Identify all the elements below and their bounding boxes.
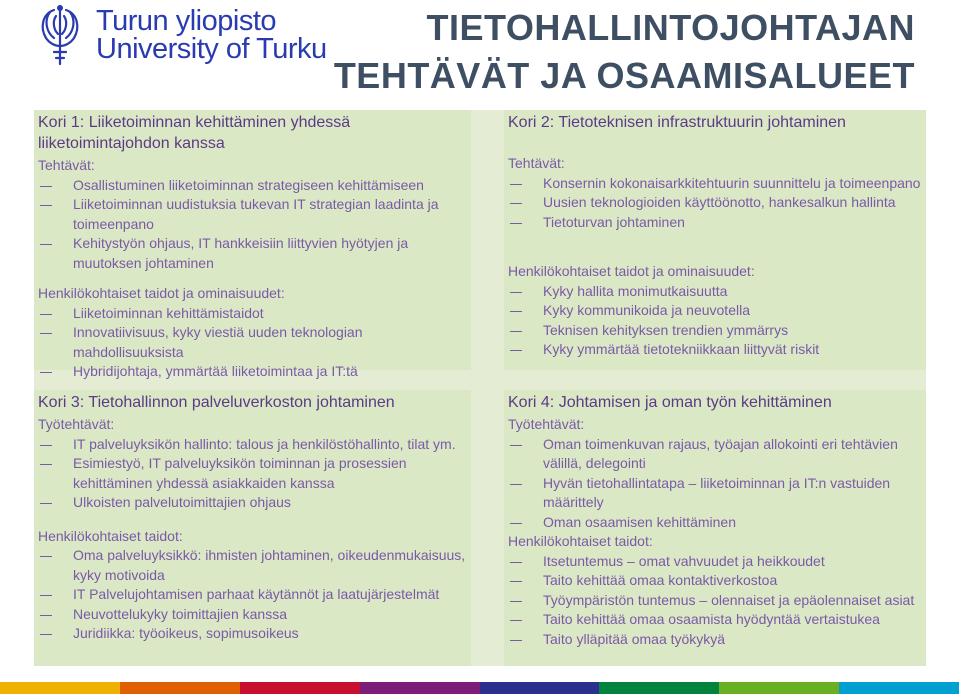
list-item: Liiketoiminnan uudistuksia tukevan IT strategian laadinta ja toimeenpano [38,195,467,234]
list-item: Kyky hallita monimutkaisuutta [508,282,922,302]
basket-4-skills [508,552,922,650]
color-bar-segment [0,682,120,694]
page-title [334,4,915,100]
color-bar-segment [360,682,480,694]
basket-3-tasks [38,435,467,513]
basket-3-skills-label: Henkilökohtaiset taidot: [38,527,183,544]
color-bar-segment [719,682,839,694]
basket-3-cell [34,390,471,666]
list-item: Taito kehittää omaa kontaktiverkostoa [508,571,922,591]
basket-3-skills [38,546,467,644]
list-item: Työympäristön tuntemus – olennaiset ja epäolennaiset asiat [508,591,922,611]
list-item: Hyvän tietohallintatapa – liiketoiminnan ja IT:n vastuiden määrittely [508,474,922,513]
list-item: Taito kehittää omaa osaamista hyödyntää vertaistukea [508,610,922,630]
list-item: Hybridijohtaja, ymmärtää liiketoimintaa ja IT:tä [38,362,467,382]
list-item: Uusien teknologioiden käyttöönotto, hankesalkun hallinta [508,193,922,213]
list-item: Liiketoiminnan kehittämistaidot [38,304,467,324]
list-item: Ulkoisten palvelutoimittajien ohjaus [38,493,467,513]
list-item: Konsernin kokonaisarkkitehtuurin suunnittelu ja toimeenpano [508,174,922,194]
basket-2-skills-label: Henkilökohtaiset taidot ja ominaisuudet: [508,263,755,279]
basket-4-skills-label: Henkilökohtaiset taidot: [508,533,653,549]
list-item: Taito ylläpitää omaa työkykyä [508,630,922,650]
university-logo [32,2,327,68]
basket-2-skills [508,282,922,360]
university-emblem-icon [32,2,88,68]
basket-1-skills-label: Henkilökohtaiset taidot ja ominaisuudet: [38,285,285,301]
logo-line-fi: Turun yliopisto [96,5,277,37]
list-item: Kyky ymmärtää tietotekniikkaan liittyvät riskit [508,340,922,360]
basket-3-tasks-label: Työtehtävät: [38,416,115,432]
list-item: Osallistuminen liiketoiminnan strategiseen kehittämiseen [38,176,467,196]
basket-4-cell [504,390,926,666]
basket-2-heading: Kori 2: Tietoteknisen infrastruktuurin johtaminen [508,114,846,131]
list-item: Juridiikka: työoikeus, sopimusoikeus [38,624,467,644]
basket-3-heading: Kori 3: Tietohallinnon palveluverkoston johtaminen [38,394,395,411]
color-bar-segment [480,682,600,694]
basket-2-tasks [508,174,922,233]
basket-4-tasks-label: Työtehtävät: [508,416,585,432]
list-item: Esimiestyö, IT palveluyksikön toiminnan ja prosessien kehittäminen yhdessä asiakkaiden kanssa [38,454,467,493]
basket-1-cell [34,110,471,379]
color-bar-segment [240,682,360,694]
page-title-line-2: TEHTÄVÄT JA OSAAMISALUEET [333,55,915,96]
list-item: IT palveluyksikön hallinto: talous ja henkilöstöhallinto, tilat ym. [38,435,467,455]
logo-line-en: University of Turku [96,33,327,65]
basket-2-tasks-label: Tehtävät: [508,155,565,171]
list-item: Neuvottelukyky toimittajien kanssa [38,605,467,625]
list-item: Teknisen kehityksen trendien ymmärrys [508,321,922,341]
list-item: Innovatiivisuus, kyky viestiä uuden teknologian mahdollisuuksista [38,323,467,362]
list-item: IT Palvelujohtamisen parhaat käytännöt ja laatujärjestelmät [38,585,467,605]
baskets-table [34,110,926,666]
bottom-color-bar [0,682,959,694]
color-bar-segment [120,682,240,694]
list-item: Oman osaamisen kehittäminen [508,513,922,533]
logo-wordmark [96,7,327,63]
basket-1-tasks [38,176,467,274]
page-title-line-1: TIETOHALLINTOJOHTAJAN [426,7,915,48]
list-item: Itsetuntemus – omat vahvuudet ja heikkoudet [508,552,922,572]
list-item: Kehitystyön ohjaus, IT hankkeisiin liittyvien hyötyjen ja muutoksen johtaminen [38,234,467,273]
basket-1-tasks-label: Tehtävät: [38,157,95,173]
list-item: Tietoturvan johtaminen [508,213,922,233]
list-item: Oma palveluyksikkö: ihmisten johtaminen, oikeudenmukaisuus, kyky motivoida [38,546,467,585]
basket-1-skills [38,304,467,382]
color-bar-segment [839,682,959,694]
basket-4-tasks [508,435,922,533]
color-bar-segment [599,682,719,694]
basket-2-cell [504,110,926,370]
basket-1-heading: Kori 1: Liiketoiminnan kehittäminen yhdessä liiketoimintajohdon kanssa [38,114,351,152]
basket-4-heading: Kori 4: Johtamisen ja oman työn kehittäminen [508,394,832,411]
list-item: Kyky kommunikoida ja neuvotella [508,301,922,321]
list-item: Oman toimenkuvan rajaus, työajan allokointi eri tehtävien välillä, delegointi [508,435,922,474]
